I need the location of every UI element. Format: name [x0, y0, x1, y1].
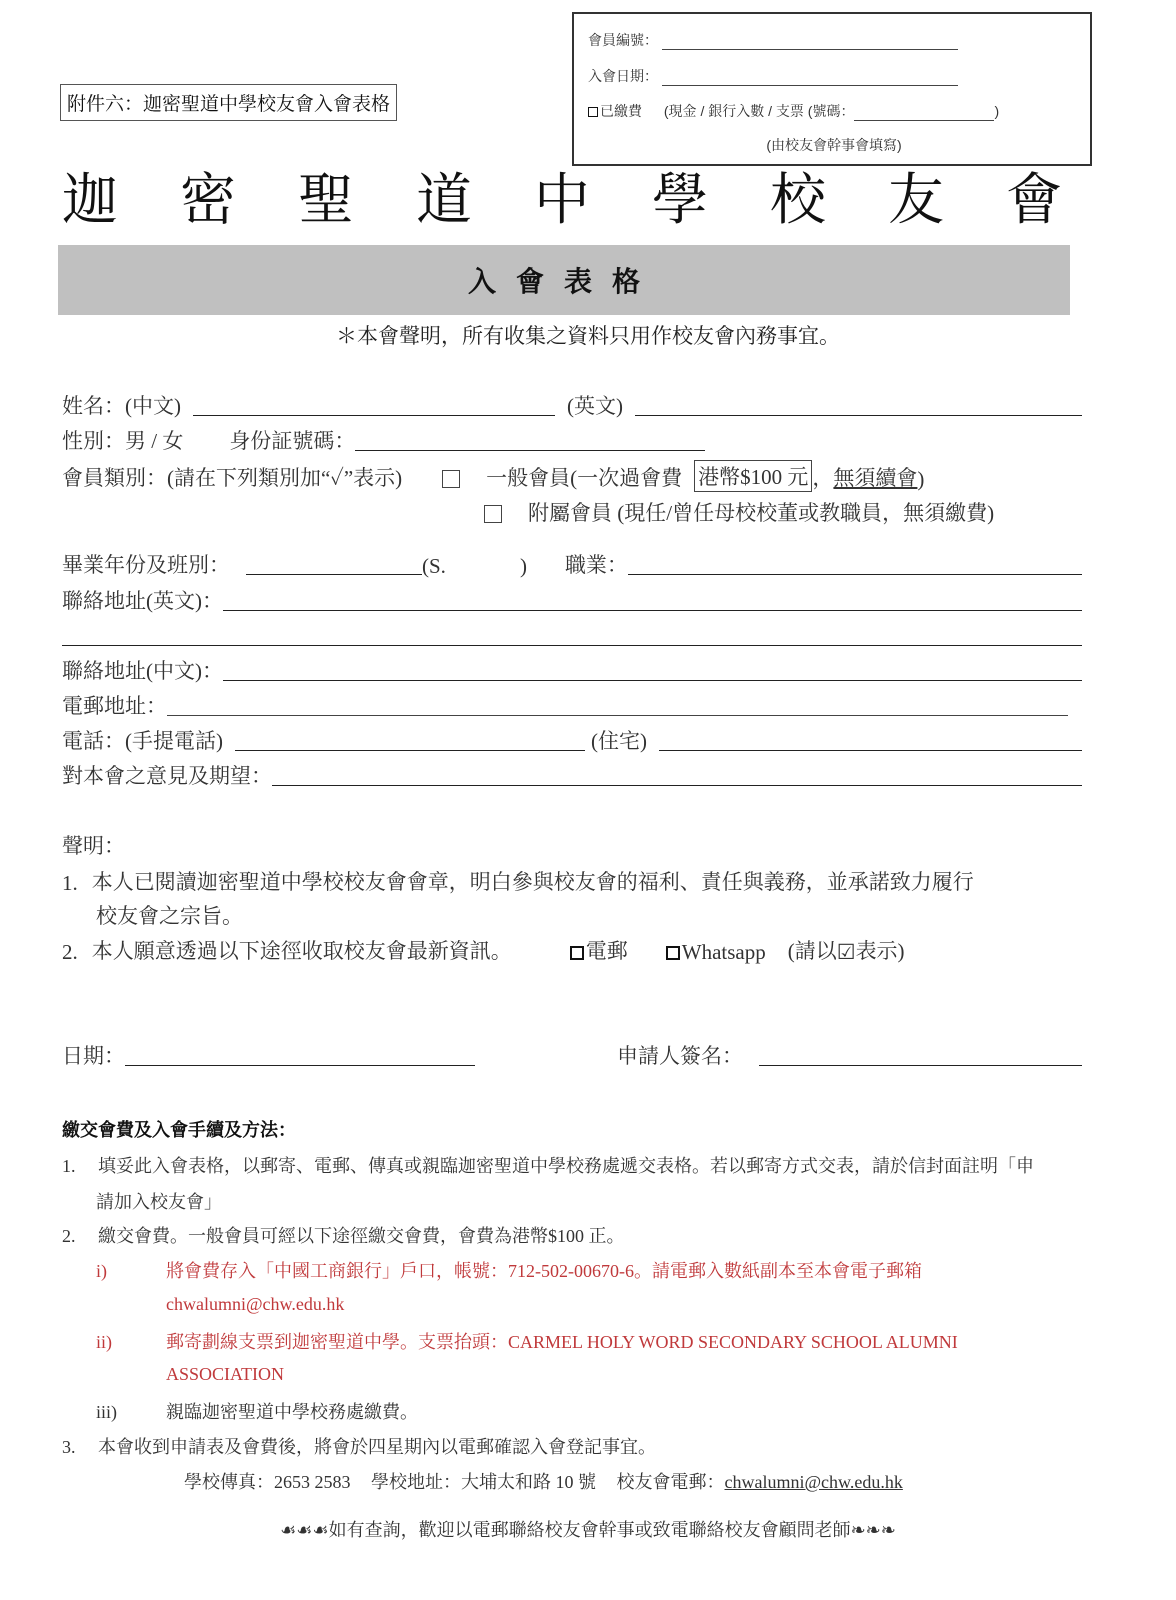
fee-amount: 港幣$100 元 [694, 460, 812, 492]
associate-member-row [484, 497, 994, 527]
procedure-step-3 [62, 1433, 656, 1459]
date-field[interactable] [125, 1065, 475, 1066]
title-char: 密 [180, 168, 236, 233]
id-label: 身份証號碼： [229, 429, 356, 453]
whatsapp-option-checkbox[interactable] [666, 946, 680, 960]
sub-text: 將會費存入「中國工商銀行」戶口，帳號：712-502-00670-6。請電郵入數紙副本至本會電子郵箱 [166, 1261, 922, 1281]
declaration-item-1 [62, 866, 974, 896]
paid-label: 已繳費 [600, 103, 642, 119]
address-en-field-line2[interactable] [62, 645, 1082, 646]
declaration-text: 本人已閱讀迦密聖道中學校校友會會章，明白參與校友會的福利、責任與義務，並承諾致力履行 [91, 870, 974, 894]
paren-close: ) [994, 103, 1000, 119]
member-type-label: 會員類別：(請在下列類別加“✓”表示) [62, 466, 403, 490]
title-char: 校 [770, 168, 826, 233]
comments-label: 對本會之意見及期望： [62, 764, 272, 788]
signature-row [62, 1040, 1082, 1070]
sub-number: ii) [96, 1332, 112, 1352]
annex-title: 附件六：迦密聖道中學校友會入會表格 [60, 84, 397, 121]
occupation-label: 職業： [564, 553, 628, 577]
name-en-label: (英文) [567, 394, 623, 418]
alumni-email-label: 校友會電郵： [616, 1472, 725, 1492]
privacy-notice: ＊本會聲明，所有收集之資料只用作校友會內務事宜。 [336, 324, 840, 348]
comments-field[interactable] [272, 785, 1082, 786]
sub-text: 親臨迦密聖道中學校務處繳費。 [166, 1402, 418, 1422]
join-date-field[interactable] [662, 85, 958, 86]
grad-row [62, 549, 1082, 579]
item-number: 1. [62, 871, 78, 895]
sub-number: i) [96, 1261, 107, 1281]
comments-row [62, 760, 1082, 790]
applicant-signature-field[interactable] [759, 1065, 1082, 1066]
payment-option-iii [96, 1398, 418, 1424]
address-en-label: 聯絡地址(英文)： [62, 589, 223, 613]
item-number: 2. [62, 940, 78, 964]
address-zh-label: 聯絡地址(中文)： [62, 659, 223, 683]
general-member-label: 一般會員(一次過會費 [486, 466, 683, 490]
email-row [62, 690, 1068, 720]
step-text: 填妥此入會表格，以郵寄、電郵、傳真或親臨迦密聖道中學校務處遞交表格。若以郵寄方式交表，請於信封面註明「申 [98, 1156, 1034, 1176]
payment-option-ii [96, 1328, 958, 1354]
class-suffix: ) [519, 554, 527, 578]
general-member-checkbox[interactable] [442, 470, 460, 488]
procedure-step-2 [62, 1222, 625, 1248]
home-phone-label: (住宅) [591, 729, 647, 753]
member-number-row [588, 30, 958, 50]
title-char: 學 [652, 168, 708, 233]
paid-checkbox[interactable] [588, 107, 598, 117]
step-text: 本會收到申請表及會費後，將會於四星期內以電郵確認入會登記事宜。 [98, 1437, 656, 1457]
no-renewal-note: 無須續會 [833, 466, 918, 490]
class-prefix: (S. [422, 554, 446, 578]
title-char: 會 [1006, 168, 1062, 233]
member-number-field[interactable] [662, 49, 958, 50]
payment-option-i-email: chwalumni@chw.edu.hk [166, 1294, 345, 1314]
footer-enquiry: ☙☙☙如有查詢，歡迎以電郵聯絡校友會幹事或致電聯絡校友會顧問老師❧❧❧ [280, 1520, 896, 1540]
paid-row [588, 101, 999, 121]
hint-prefix: (請以 [787, 939, 837, 963]
filled-by-note: (由校友會幹事會填寫) [766, 137, 902, 153]
paren-close: ) [917, 467, 925, 491]
member-number-label: 會員編號： [588, 32, 658, 48]
contact-info [184, 1468, 903, 1494]
gender-label[interactable]: 性別：男 / 女 [62, 429, 184, 453]
title-char: 友 [888, 168, 944, 233]
gender-id-row [62, 425, 705, 455]
alumni-email-link[interactable]: chwalumni@chw.edu.hk [724, 1472, 903, 1492]
address-en-row [62, 585, 1082, 615]
associate-member-label: 附屬會員 (現任/曾任母校校董或教職員，無須繳費) [528, 501, 995, 525]
sub-text: 郵寄劃線支票到迦密聖道中學。支票抬頭：CARMEL HOLY WORD SECONDARY SCHOOL ALUMNI [166, 1332, 958, 1352]
join-date-label: 入會日期： [588, 68, 658, 84]
address-zh-row [62, 655, 1082, 685]
payment-option-ii-cont: ASSOCIATION [166, 1364, 285, 1384]
declaration-item-2 [62, 935, 905, 965]
member-type-row [62, 460, 924, 492]
comma: ， [812, 466, 834, 490]
admin-use-box [572, 12, 1092, 166]
sub-number: iii) [96, 1402, 117, 1422]
email-label: 電郵地址： [62, 694, 167, 718]
associate-member-checkbox[interactable] [484, 505, 502, 523]
id-field[interactable] [355, 450, 705, 451]
step-number: 1. [62, 1156, 76, 1176]
declaration-title: 聲明： [62, 834, 125, 858]
step-text: 繳交會費。一般會員可經以下途徑繳交會費，會費為港幣$100 正。 [98, 1226, 625, 1246]
email-field[interactable] [167, 715, 1068, 716]
occupation-field[interactable] [628, 574, 1082, 575]
applicant-signature-label: 申請人簽名： [617, 1044, 743, 1068]
email-option-label: 電郵 [585, 939, 628, 963]
checked-box-icon: ☑ [836, 940, 856, 964]
name-en-field[interactable] [635, 415, 1082, 416]
procedure-step-1-cont: 請加入校友會」 [96, 1192, 222, 1212]
declaration-item-1-cont: 校友會之宗旨。 [96, 904, 243, 928]
title-char: 迦 [62, 168, 118, 233]
school-fax: 學校傳真：2653 2583 [184, 1472, 351, 1492]
form-banner: 入會表格 [58, 245, 1070, 315]
procedure-title: 繳交會費及入會手續及方法： [62, 1120, 296, 1140]
name-zh-label: 姓名：(中文) [62, 394, 181, 418]
mobile-label: 電話：(手提電話) [62, 729, 223, 753]
whatsapp-option-label: Whatsapp [681, 940, 766, 964]
name-row [62, 390, 1082, 420]
email-option-checkbox[interactable] [570, 946, 584, 960]
name-zh-field[interactable] [193, 415, 555, 416]
school-title [62, 156, 1062, 236]
home-phone-field[interactable] [659, 750, 1082, 751]
address-en-field[interactable] [223, 610, 1082, 611]
step-number: 2. [62, 1226, 76, 1246]
step-number: 3. [62, 1437, 76, 1457]
title-char: 聖 [298, 168, 354, 233]
title-char: 中 [534, 168, 590, 233]
declaration-text: 本人願意透過以下途徑收取校友會最新資訊。 [91, 939, 512, 963]
date-label: 日期： [62, 1044, 125, 1068]
school-address: 學校地址：大埔太和路 10 號 [371, 1472, 596, 1492]
grad-label: 畢業年份及班別： [62, 553, 230, 577]
hint-suffix: 表示) [855, 939, 905, 963]
address-zh-field[interactable] [223, 680, 1082, 681]
cheque-number-field[interactable] [854, 120, 994, 121]
phone-row [62, 725, 1082, 755]
grad-year-field[interactable] [246, 574, 422, 575]
payment-option-i [96, 1257, 922, 1283]
payment-methods: (現金 / 銀行入數 / 支票 (號碼： [663, 103, 855, 119]
title-char: 道 [416, 168, 472, 233]
join-date-row [588, 66, 958, 86]
mobile-field[interactable] [235, 750, 585, 751]
procedure-step-1 [62, 1152, 1034, 1178]
